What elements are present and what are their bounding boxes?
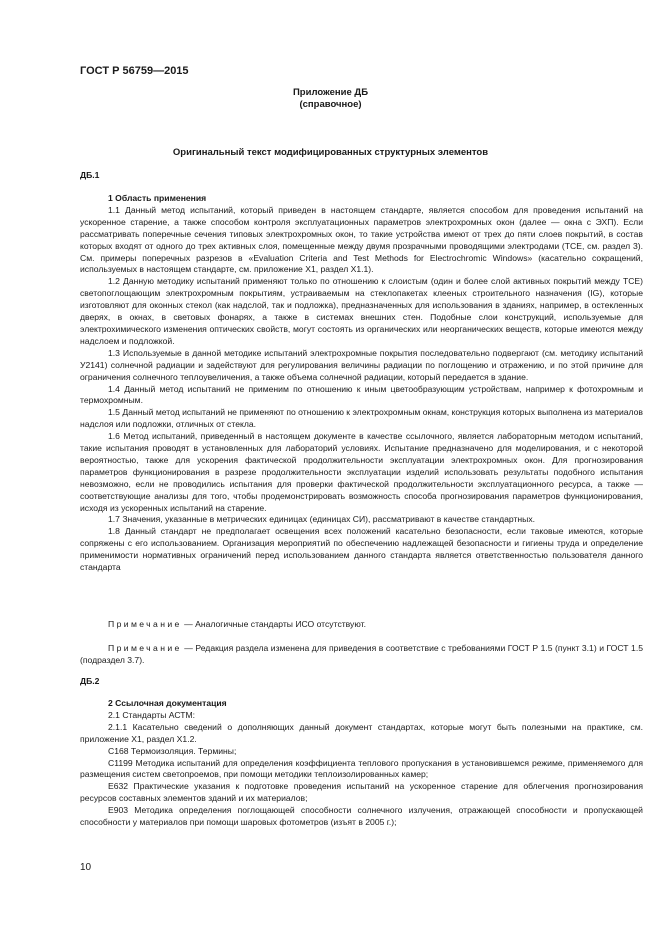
paragraph: 2.1.1 Касательно сведений о дополняющих данный документ стандартах, которые могут быть полезными на практике, см. приложение X1, раздел X1.2.: [80, 721, 643, 744]
section-heading: 1 Область применения: [108, 193, 207, 203]
paragraph: 2.1 Стандарты АСТМ:: [108, 709, 196, 720]
paragraph: E632 Практические указания к подготовке проведения испытаний на ускоренное старение для облегчения прогнозирования ресурсов составных элементов зданий и их материалов;: [80, 781, 643, 804]
section-heading: 2 Ссылочная документация: [108, 698, 227, 708]
note-text: — Аналогичные стандарты ИСО отсутствуют.: [181, 619, 366, 629]
db1-label-block: [80, 170, 643, 182]
note-2: [80, 643, 643, 667]
paragraph: 1.6 Метод испытаний, приведенный в настоящем документе в качестве ссылочного, является лабораторным методом испытаний, такие испытания проводят в установленных для лабораторий условиях. Испытание предназначено для моделирования, и с некоторой вероятностью, также для ускорения фактической продолжительности эксплуатации электрохромных окон. Для прогнозирования параметров функционирования в разрезе продолжительности эксплуатации изделий использовать результаты подобного испытания невозможно, если не проводились испытания для проверки фактической продолжительности эксплуатационного ресурса, а также — соответствующие анализы для того, чтобы продемонстрировать возможность способа прогнозирования параметров функционирования, исходя из ускоренных испытаний на старение.: [80, 431, 643, 513]
db1-body: [80, 193, 643, 574]
paragraph: 1.1 Данный метод испытаний, который приведен в настоящем стандарте, является способом для проведения испытаний на ускоренное старение, а также способом контроля эксплуатационных параметров электрохромных окон (далее — окна с ЭХП). Если рассматривать поперечные сечения типовых электрохромных окон, то такие устройства имеют от трех до пяти слоев покрытий, в состав которых входят от одного до трех активных слоя, помещенные между двумя прозрачными проводящими электродами (TCE, см. раздел 3). См. примеры поперечных разрезов в «Evaluation Criteria and Test Methods for Electrochromic Windows» (касательно сокращений, используемых в настоящем стандарте, см. приложение X1, раздел X1.1).: [80, 204, 643, 275]
paragraph: 1.7 Значения, указанные в метрических единицах (единицах СИ), рассматривают в качестве стандартных.: [108, 514, 536, 525]
db1-label: ДБ.1: [80, 170, 100, 180]
note-text: — Редакция раздела изменена для приведения в соответствие с требованиями ГОСТ Р 1.5 (пункт 3.1) и ГОСТ 1.5 (подраздел 3.7).: [80, 643, 643, 665]
paragraph: 1.8 Данный стандарт не предполагает освещения всех положений касательно безопасности, если таковые имеются, которые сопряжены с его использованием. Организация мероприятий по обеспечению надлежащей безопасности и гигиены труда и определение применимости нормативных ограничений перед использованием данного стандарта является ответственностью пользователя данного стандарта: [80, 526, 643, 573]
paragraph: 1.2 Данную методику испытаний применяют только по отношению к слоистым (один и более слой активных покрытий между TCE) светопоглощающим электрохромным покрытиям, устраиваемым на стеклопакетах клееных строительного назначения (IG), которые изготовляют для оконных стекол (как надслой, так и подложка), предназначенных для использования в зданиях, например, в остекленных дверях, в окнах, в световых фонарях, а также в системах внешних стен. Подобные слои конструкций, используемые для электрохимического изменения оптических свойств, могут состоять из органических или неорганических веществ, которые имеются между надслоем и подложкой.: [80, 276, 643, 346]
paragraph: C1199 Методика испытаний для определения коэффициента теплового пропускания в установившемся режиме, применяемого для размещения систем светопроемов, при помощи методики теплоизолированных камер;: [80, 757, 643, 780]
paragraph: 1.3 Используемые в данной методике испытаний электрохромные покрытия последовательно подвергают (см. методику испытаний У2141) солнечной радиации и задействуют для регулирования величины радиации по поглощению и отражению, и по этой причине для ограничения солнечного теплоувеличения, а также объема солнечной радиации, который передается в здание.: [80, 347, 643, 382]
paragraph: C168 Термоизоляция. Термины;: [108, 745, 237, 756]
page-number: 10: [80, 862, 92, 873]
paragraph: E903 Методика определения поглощающей способности солнечного излучения, отражающей способности и пропускающей способности у материалов при помощи шаровых фотометров (изъят в 2005 г.);: [80, 805, 643, 828]
db2-label: ДБ.2: [80, 676, 100, 686]
appendix-subtitle: (справочное): [299, 99, 362, 110]
appendix-title: Приложение ДБ: [292, 87, 369, 98]
note-label: Примечание: [108, 643, 182, 653]
main-title: Оригинальный текст модифицированных структурных элементов: [172, 147, 489, 158]
note-label: Примечание: [108, 619, 182, 629]
db2-label-block: [80, 676, 643, 688]
paragraph: 1.5 Данный метод испытаний не применяют по отношению к электрохромным окнам, конструкция которых выполнена из материалов надслоя или подложки, отличных от стекла.: [80, 407, 643, 430]
db2-body: [80, 698, 643, 829]
note-1: [80, 619, 643, 631]
document-header: ГОСТ Р 56759—2015: [80, 65, 189, 77]
paragraph: 1.4 Данный метод испытаний не применим по отношению к иным цветообразующим устройствам, например к фотохромным и термохромным.: [80, 383, 643, 406]
